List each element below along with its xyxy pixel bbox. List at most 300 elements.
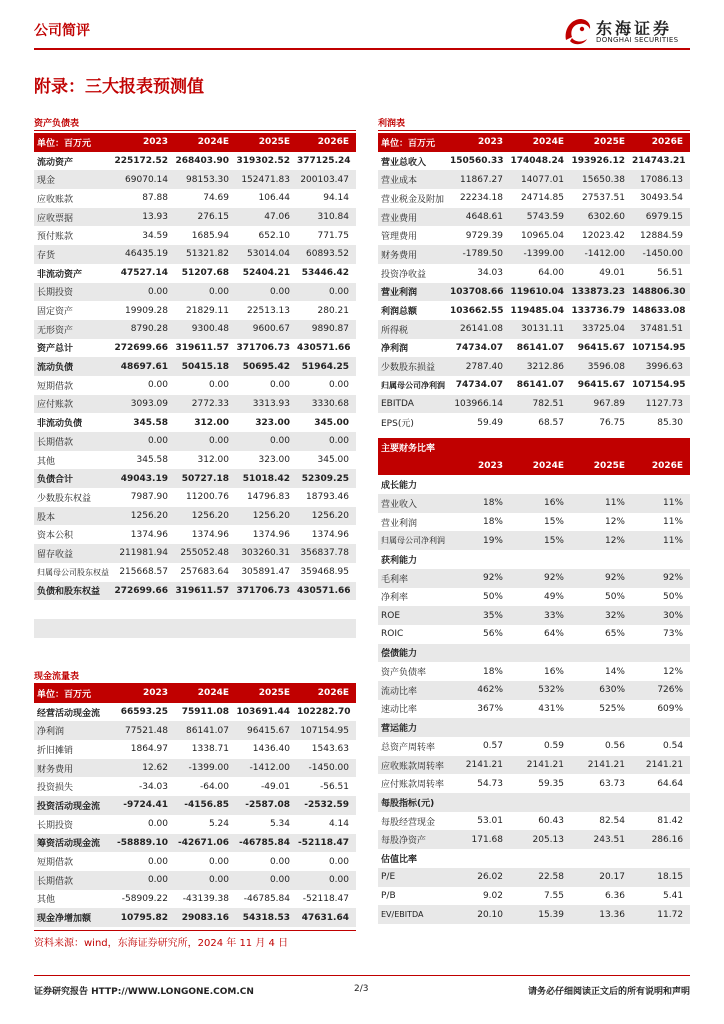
cell-value: 0.56 (604, 741, 625, 752)
cell-value (450, 849, 510, 868)
cell-value: 9890.87 (297, 320, 356, 339)
cell-value: 30493.54 (640, 193, 683, 204)
cell-value: 525% (599, 703, 625, 714)
cell-value: 64.64 (657, 778, 684, 789)
cell-value: 12884.59 (640, 230, 683, 241)
column-header: 2025E (236, 133, 297, 152)
cell-value: 82.54 (599, 816, 625, 827)
column-header: 2025E (236, 684, 297, 703)
income-statement-table (378, 133, 690, 432)
cell-value: 0.00 (147, 819, 168, 830)
cell-value (571, 849, 632, 868)
cell-value: 30131.11 (510, 320, 571, 339)
row-label: 每股指标(元) (378, 793, 450, 812)
cell-value: 53014.04 (236, 245, 297, 264)
cell-value: 18% (482, 517, 503, 528)
cell-value: 50% (663, 591, 684, 602)
cell-value: -1412.00 (236, 759, 297, 778)
table-row (378, 849, 690, 868)
cell-value: 782.51 (510, 395, 571, 414)
table-section-header (378, 438, 690, 457)
cell-value: -42671.06 (175, 834, 236, 853)
row-label: 净利率 (381, 593, 409, 604)
row-label: 长期投资 (34, 283, 114, 302)
cell-value (510, 550, 571, 569)
cell-value: 359468.95 (300, 567, 349, 578)
row-label: 应收账款 (37, 194, 74, 205)
cell-value: -1450.00 (632, 245, 690, 264)
cell-value: 630% (571, 681, 632, 700)
table-row (378, 357, 690, 376)
empty-cell (297, 619, 356, 638)
cell-value (632, 550, 690, 569)
cell-value: 174048.24 (510, 156, 564, 167)
table-row (378, 320, 690, 339)
cell-value: 10965.04 (521, 230, 564, 241)
cell-value: 96415.67 (236, 721, 297, 740)
table-row (34, 890, 356, 909)
cell-value: 15% (510, 531, 571, 550)
cell-value: 303260.31 (236, 544, 297, 563)
table-row (378, 681, 690, 700)
cell-value: 65% (604, 629, 625, 640)
cell-value: 0.00 (175, 432, 236, 451)
table-row (378, 226, 690, 245)
cell-value (510, 718, 571, 737)
cell-value: 18% (450, 494, 510, 513)
table-row (378, 588, 690, 607)
cell-value: 200103.47 (297, 170, 356, 189)
cell-value: 74734.07 (455, 342, 503, 353)
cell-value: 92% (450, 569, 510, 588)
cell-value: 1685.94 (191, 230, 229, 241)
cell-value: 1374.96 (252, 529, 290, 540)
cell-value: 150560.33 (450, 156, 504, 167)
column-header: 2026E (297, 684, 356, 703)
cell-value: 11867.27 (450, 170, 510, 189)
cell-value: 11% (632, 494, 690, 513)
cell-value: 0.00 (175, 283, 236, 302)
cell-value (510, 849, 571, 868)
cell-value: 22513.13 (247, 305, 290, 316)
table-row (34, 563, 356, 582)
cell-value: 10795.82 (114, 908, 175, 927)
table-row (34, 740, 356, 759)
cell-value: 305891.47 (241, 567, 290, 578)
table-row (378, 887, 690, 906)
cell-value: 5.34 (269, 819, 290, 830)
cell-value: 107154.95 (632, 342, 686, 353)
logo-text-cn: 东海证券 (596, 19, 673, 38)
cell-value: 103662.55 (450, 305, 504, 316)
cell-value: 214743.21 (632, 156, 686, 167)
cell-value: 51964.25 (297, 357, 356, 376)
cell-value: -2532.59 (297, 796, 356, 815)
cell-value: 609% (657, 703, 684, 714)
cell-value (450, 793, 510, 812)
cell-value: 255052.48 (175, 544, 236, 563)
row-label: 财务费用 (378, 245, 450, 264)
income-statement-title: 利润表 (378, 119, 406, 129)
cell-value: 87.88 (142, 193, 168, 204)
table-row (378, 756, 690, 775)
table-row (34, 834, 356, 853)
row-label: 存货 (34, 245, 114, 264)
cell-value: 2141.21 (510, 756, 571, 775)
cell-value: 53.01 (477, 816, 503, 827)
cell-value: 323.00 (255, 417, 290, 428)
cell-value: 148633.08 (632, 305, 686, 316)
row-label: 每股净资产 (378, 830, 450, 849)
cell-value: -64.00 (199, 781, 229, 792)
column-header: 2024E (175, 133, 236, 152)
table-row (34, 852, 356, 871)
cell-value: 37481.51 (632, 320, 690, 339)
empty-cell (175, 600, 236, 619)
cell-value: 77521.48 (114, 721, 175, 740)
cell-value: 0.00 (328, 856, 349, 867)
cell-value: 54.73 (477, 778, 503, 789)
cell-value: 1338.71 (191, 744, 229, 755)
empty-cell (34, 619, 114, 638)
cell-value: 371706.73 (236, 342, 290, 353)
cell-value: 51207.68 (181, 268, 229, 279)
cell-value: 12% (604, 517, 625, 528)
cell-value: 1374.96 (311, 529, 349, 540)
row-label: 营业利润 (381, 518, 418, 529)
dragon-logo-icon (560, 14, 594, 48)
cell-value: 0.00 (236, 432, 297, 451)
cell-value: 0.00 (147, 380, 168, 391)
footer-site: 证券研究报告 HTTP://WWW.LONGONE.COM.CN (34, 987, 254, 997)
footer-disclaimer: 请务必仔细阅读正文后的所有说明和声明 (527, 987, 690, 997)
row-label: 股本 (34, 507, 114, 526)
cell-value: 3330.68 (297, 395, 356, 414)
cell-value: 3996.63 (632, 357, 690, 376)
table-row (378, 868, 690, 887)
cell-value: -1399.00 (510, 245, 571, 264)
row-label: 归属母公司股东权益 (37, 567, 109, 577)
cell-value: -1399.00 (175, 759, 236, 778)
table-header-row (378, 133, 690, 152)
cell-value: 98153.30 (175, 170, 236, 189)
row-label: 成长能力 (381, 481, 418, 492)
cell-value: 16% (510, 494, 571, 513)
cell-value: 6.36 (604, 890, 625, 901)
cell-value: 0.59 (543, 741, 564, 752)
row-label: 归属母公司净利润 (378, 531, 450, 550)
cell-value: 50695.42 (236, 357, 297, 376)
empty-cell (114, 600, 175, 619)
footer-divider (34, 975, 690, 976)
cell-value: -1450.00 (297, 759, 356, 778)
cell-value (510, 793, 571, 812)
cell-value: 103966.14 (450, 395, 510, 414)
cell-value: 1256.20 (175, 507, 236, 526)
empty-cell (236, 600, 297, 619)
cell-value: 119485.04 (510, 305, 564, 316)
cell-value: -56.51 (319, 781, 349, 792)
cell-value: 0.00 (114, 283, 175, 302)
cell-value: 14% (604, 666, 625, 677)
cell-value: 133736.79 (571, 305, 625, 316)
cell-value: 69070.14 (114, 170, 175, 189)
cell-value: -58909.22 (121, 893, 168, 904)
cell-value: 64.00 (538, 268, 564, 279)
cell-value: 1127.73 (632, 395, 690, 414)
cell-value: 81.42 (657, 816, 684, 827)
cell-value: 276.15 (175, 208, 236, 227)
row-label: 毛利率 (378, 569, 450, 588)
table-row (34, 245, 356, 264)
row-label: 其他 (37, 456, 56, 467)
table-row (378, 413, 690, 432)
cell-value (571, 475, 632, 494)
cell-value (632, 475, 690, 494)
cell-value: 0.00 (297, 283, 356, 302)
cell-value (571, 718, 632, 737)
cell-value: 86141.07 (516, 342, 564, 353)
table-row (34, 152, 356, 171)
column-header (378, 457, 450, 476)
row-label: 财务费用 (34, 759, 114, 778)
cell-value (450, 718, 510, 737)
cell-value: 11% (663, 517, 684, 528)
cell-value: 46435.19 (114, 245, 175, 264)
cell-value: 0.00 (269, 380, 290, 391)
cell-value: 51321.82 (175, 245, 236, 264)
cell-value: 33725.04 (571, 320, 632, 339)
table-row (34, 777, 356, 796)
cell-value: 652.10 (258, 230, 290, 241)
cell-value: 103691.44 (236, 707, 290, 718)
cell-value: 257683.64 (180, 567, 229, 578)
cell-value: 20.10 (450, 905, 510, 924)
column-header: 2023 (450, 457, 510, 476)
cell-value: 15% (543, 517, 564, 528)
cell-value: 280.21 (317, 305, 349, 316)
cell-value: 152471.83 (236, 170, 297, 189)
table-row (34, 815, 356, 834)
column-header: 单位：百万元 (34, 133, 114, 152)
section-divider (378, 130, 690, 131)
cell-value: 27537.51 (582, 193, 625, 204)
column-header: 2024E (510, 133, 571, 152)
cell-value: 107154.95 (297, 721, 356, 740)
cell-value: 205.13 (510, 830, 571, 849)
cell-value: 75911.08 (181, 707, 229, 718)
cell-value (450, 550, 510, 569)
row-label: 速动比率 (381, 705, 418, 716)
column-header: 2026E (632, 457, 690, 476)
table-row (34, 413, 356, 432)
cell-value: 367% (477, 703, 503, 714)
cell-value: 312.00 (197, 455, 229, 466)
cell-value: 48697.61 (114, 357, 175, 376)
column-header: 单位：百万元 (34, 684, 114, 703)
table-row (34, 703, 356, 722)
cell-value: 14077.01 (510, 170, 571, 189)
cell-value: 5743.59 (510, 208, 571, 227)
cell-value: 0.00 (208, 380, 229, 391)
row-label: 估值比率 (381, 854, 418, 865)
cell-value: 1256.20 (297, 507, 356, 526)
table-row (34, 721, 356, 740)
table-row (34, 189, 356, 208)
row-label: 总资产周转率 (381, 742, 436, 753)
cell-value (632, 718, 690, 737)
column-header: 2024E (510, 457, 571, 476)
row-label: 营业成本 (378, 170, 450, 189)
empty-row (34, 600, 356, 619)
cell-value: 9.02 (482, 890, 503, 901)
table-row (34, 451, 356, 470)
cell-value: 5.41 (663, 890, 684, 901)
cell-value: 22234.18 (460, 193, 503, 204)
cell-value: 7987.90 (130, 492, 168, 503)
empty-cell (34, 600, 114, 619)
cell-value: 85.30 (657, 417, 683, 428)
table-row (378, 606, 690, 625)
balance-sheet-title: 资产负债表 (34, 119, 80, 129)
cell-value: 18% (482, 666, 503, 677)
cell-value: 310.84 (297, 208, 356, 227)
table-row (378, 905, 690, 924)
cell-value: 532% (510, 681, 571, 700)
table-row (378, 700, 690, 719)
cell-value (510, 644, 571, 663)
cell-value: 319611.57 (175, 342, 229, 353)
table-row (34, 301, 356, 320)
cell-value: 11% (632, 531, 690, 550)
cell-value: 462% (450, 681, 510, 700)
cell-value: 53446.42 (301, 268, 349, 279)
cell-value: 171.68 (450, 830, 510, 849)
cell-value: 9600.67 (236, 320, 297, 339)
cell-value: 92% (571, 569, 632, 588)
table-row (378, 662, 690, 681)
cell-value: -1789.50 (450, 245, 510, 264)
cell-value: -9724.41 (114, 796, 175, 815)
table-header-row (378, 457, 690, 476)
cell-value: 0.00 (175, 871, 236, 890)
row-label: 其他 (37, 895, 56, 906)
cell-value: 1374.96 (191, 529, 229, 540)
cell-value: 17086.13 (632, 170, 690, 189)
row-label: 营业总收入 (381, 157, 427, 168)
cell-value: -46785.84 (236, 834, 297, 853)
cell-value: 32% (571, 606, 632, 625)
cell-value: 193926.12 (571, 156, 625, 167)
cell-value: 33% (510, 606, 571, 625)
column-header: 2026E (632, 133, 690, 152)
company-logo (560, 14, 690, 48)
column-header: 2025E (571, 457, 632, 476)
table-row (378, 189, 690, 208)
row-label: 利润总额 (381, 307, 418, 318)
column-header: 2023 (114, 684, 175, 703)
cell-value: 52309.25 (297, 469, 356, 488)
cell-value: 51018.42 (236, 469, 297, 488)
cell-value: 16% (543, 666, 564, 677)
cell-value (450, 475, 510, 494)
cell-value: 86141.07 (175, 721, 236, 740)
cell-value: 26.02 (450, 868, 510, 887)
table-row (378, 395, 690, 414)
row-label: P/E (378, 868, 450, 887)
cell-value: 18.15 (632, 868, 690, 887)
cell-value: 8790.28 (114, 320, 175, 339)
cell-value: 0.00 (297, 432, 356, 451)
cell-value: 345.58 (136, 455, 168, 466)
row-label: EPS(元) (381, 419, 414, 430)
cell-value: 26141.08 (450, 320, 510, 339)
row-label: 流动负债 (34, 357, 114, 376)
column-header: 2023 (114, 133, 175, 152)
table-row (34, 507, 356, 526)
row-label: 经营活动现金流 (37, 708, 101, 719)
cell-value: 1864.97 (130, 744, 168, 755)
cell-value: 243.51 (571, 830, 632, 849)
cell-value: 6302.60 (571, 208, 632, 227)
cell-value: 50415.18 (175, 357, 236, 376)
cell-value: 319302.52 (236, 156, 290, 167)
cell-value: 9300.48 (175, 320, 236, 339)
cell-value (571, 793, 632, 812)
cell-value: 50% (604, 591, 625, 602)
table-row (378, 513, 690, 532)
table-row (378, 531, 690, 550)
cell-value: 96415.67 (577, 380, 625, 391)
cell-value: 86141.07 (516, 380, 564, 391)
cell-value: 13.93 (114, 208, 175, 227)
cell-value: 56.51 (657, 268, 683, 279)
table-row (34, 488, 356, 507)
cell-value: 94.14 (323, 193, 349, 204)
table-row (34, 871, 356, 890)
table-row (34, 283, 356, 302)
cell-value: -49.01 (260, 781, 290, 792)
cell-value: 1374.96 (130, 529, 168, 540)
cell-value: 52404.21 (242, 268, 290, 279)
table-row (34, 582, 356, 601)
table-row (34, 796, 356, 815)
row-label: 长期投资 (37, 820, 74, 831)
cell-value: 225172.52 (114, 156, 168, 167)
cell-value: 74.69 (203, 193, 229, 204)
row-label: 流动资产 (37, 157, 74, 168)
cell-value: 0.54 (663, 741, 684, 752)
cell-value: 92% (632, 569, 690, 588)
cell-value: 35% (450, 606, 510, 625)
column-header: 2024E (175, 684, 236, 703)
cell-value: 68.57 (538, 417, 564, 428)
table-row (378, 264, 690, 283)
table-row (378, 793, 690, 812)
row-label: 应付账款 (34, 395, 114, 414)
empty-cell (175, 619, 236, 638)
table-row (378, 301, 690, 320)
row-label: 所得税 (378, 320, 450, 339)
column-header: 2025E (571, 133, 632, 152)
row-label: 无形资产 (34, 320, 114, 339)
table-row (378, 152, 690, 171)
cell-value: 24714.85 (521, 193, 564, 204)
row-label: 净利润 (381, 344, 409, 355)
table-row (34, 395, 356, 414)
header-title: 公司简评 (34, 23, 90, 39)
cell-value: 726% (632, 681, 690, 700)
